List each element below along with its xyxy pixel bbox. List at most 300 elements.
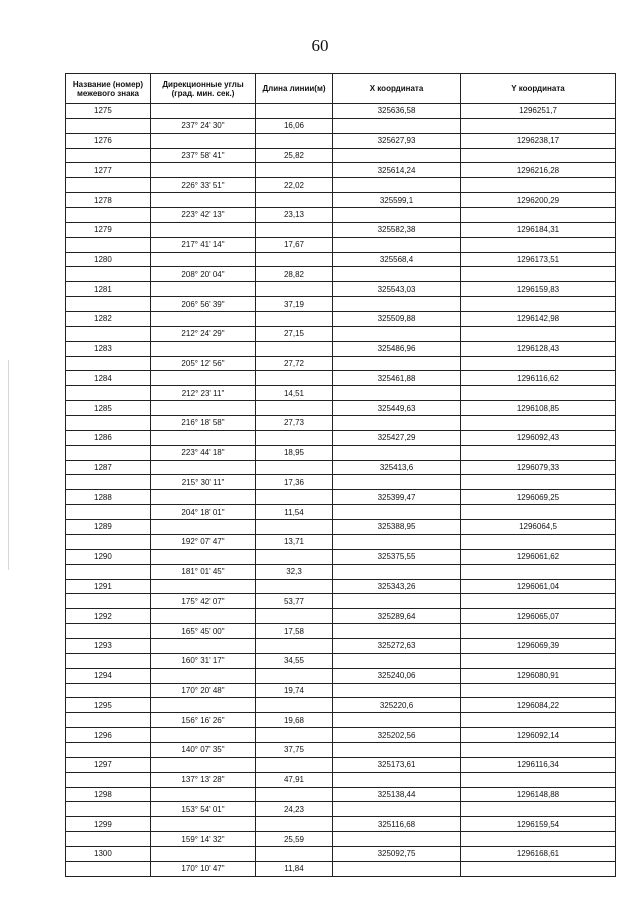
- empty-length-cell: [256, 282, 333, 297]
- direction-angle-cell: 215° 30' 11": [151, 475, 256, 490]
- point-name-cell: 1290: [66, 549, 151, 564]
- empty-x-cell: [333, 237, 461, 252]
- empty-angle-cell: [151, 698, 256, 713]
- direction-angle-cell: 216° 18' 58": [151, 416, 256, 431]
- table-row: [66, 728, 616, 743]
- table-row: [66, 133, 616, 148]
- line-length-cell: 32,3: [256, 564, 333, 579]
- x-coordinate-cell: 325582,38: [333, 222, 461, 237]
- direction-angle-cell: 156° 16' 26": [151, 713, 256, 728]
- empty-x-cell: [333, 356, 461, 371]
- empty-y-cell: [461, 208, 616, 223]
- line-length-cell: 27,72: [256, 356, 333, 371]
- point-name-cell: 1282: [66, 312, 151, 327]
- direction-angle-cell: 208° 20' 04": [151, 267, 256, 282]
- x-coordinate-cell: 325092,75: [333, 846, 461, 861]
- table-row: [66, 579, 616, 594]
- empty-angle-cell: [151, 104, 256, 119]
- direction-angle-cell: 237° 58' 41": [151, 148, 256, 163]
- empty-length-cell: [256, 668, 333, 683]
- x-coordinate-cell: 325202,56: [333, 728, 461, 743]
- table-row: [66, 222, 616, 237]
- table-row: [66, 490, 616, 505]
- line-length-cell: 27,73: [256, 416, 333, 431]
- empty-x-cell: [333, 802, 461, 817]
- line-length-cell: 22,02: [256, 178, 333, 193]
- line-length-cell: 19,74: [256, 683, 333, 698]
- table-row: [66, 193, 616, 208]
- point-name-cell: 1295: [66, 698, 151, 713]
- table-row: [66, 430, 616, 445]
- empty-length-cell: [256, 341, 333, 356]
- x-coordinate-cell: 325486,96: [333, 341, 461, 356]
- empty-angle-cell: [151, 371, 256, 386]
- empty-length-cell: [256, 520, 333, 535]
- empty-y-cell: [461, 148, 616, 163]
- empty-length-cell: [256, 549, 333, 564]
- table-row: [66, 371, 616, 386]
- empty-angle-cell: [151, 282, 256, 297]
- empty-name-cell: [66, 356, 151, 371]
- point-name-cell: 1288: [66, 490, 151, 505]
- empty-x-cell: [333, 208, 461, 223]
- empty-angle-cell: [151, 312, 256, 327]
- table-row: [66, 861, 616, 876]
- empty-y-cell: [461, 237, 616, 252]
- empty-name-cell: [66, 475, 151, 490]
- direction-angle-cell: 159° 14' 32": [151, 832, 256, 847]
- empty-x-cell: [333, 772, 461, 787]
- table-row: [66, 802, 616, 817]
- table-row: [66, 624, 616, 639]
- table-row: [66, 698, 616, 713]
- line-length-cell: 11,54: [256, 505, 333, 520]
- empty-length-cell: [256, 252, 333, 267]
- empty-length-cell: [256, 371, 333, 386]
- empty-angle-cell: [151, 728, 256, 743]
- table-row: [66, 757, 616, 772]
- point-name-cell: 1276: [66, 133, 151, 148]
- table-row: [66, 326, 616, 341]
- empty-name-cell: [66, 832, 151, 847]
- line-length-cell: 25,82: [256, 148, 333, 163]
- direction-angle-cell: 223° 44' 18": [151, 445, 256, 460]
- point-name-cell: 1298: [66, 787, 151, 802]
- line-length-cell: 37,19: [256, 297, 333, 312]
- table-header-row: [66, 74, 616, 104]
- table-row: [66, 401, 616, 416]
- empty-x-cell: [333, 653, 461, 668]
- table-row: [66, 208, 616, 223]
- empty-y-cell: [461, 624, 616, 639]
- line-length-cell: 19,68: [256, 713, 333, 728]
- direction-angle-cell: 153° 54' 01": [151, 802, 256, 817]
- header-length: Длина линии(м): [256, 74, 333, 104]
- empty-y-cell: [461, 267, 616, 282]
- table-row: [66, 297, 616, 312]
- empty-length-cell: [256, 460, 333, 475]
- table-row: [66, 416, 616, 431]
- empty-length-cell: [256, 222, 333, 237]
- x-coordinate-cell: 325449,63: [333, 401, 461, 416]
- empty-name-cell: [66, 742, 151, 757]
- empty-angle-cell: [151, 490, 256, 505]
- y-coordinate-cell: 1296216,28: [461, 163, 616, 178]
- empty-name-cell: [66, 148, 151, 163]
- empty-length-cell: [256, 104, 333, 119]
- line-length-cell: 37,75: [256, 742, 333, 757]
- empty-name-cell: [66, 267, 151, 282]
- point-name-cell: 1297: [66, 757, 151, 772]
- direction-angle-cell: 205° 12' 56": [151, 356, 256, 371]
- empty-y-cell: [461, 683, 616, 698]
- empty-x-cell: [333, 386, 461, 401]
- header-name: Название (номер) межевого знака: [66, 74, 151, 104]
- table-row: [66, 832, 616, 847]
- line-length-cell: 16,06: [256, 118, 333, 133]
- empty-name-cell: [66, 683, 151, 698]
- table-body: [66, 104, 616, 877]
- empty-x-cell: [333, 713, 461, 728]
- table-row: [66, 609, 616, 624]
- empty-name-cell: [66, 386, 151, 401]
- direction-angle-cell: 226° 33' 51": [151, 178, 256, 193]
- empty-x-cell: [333, 683, 461, 698]
- y-coordinate-cell: 1296061,04: [461, 579, 616, 594]
- line-length-cell: 24,23: [256, 802, 333, 817]
- x-coordinate-cell: 325240,06: [333, 668, 461, 683]
- x-coordinate-cell: 325173,61: [333, 757, 461, 772]
- empty-x-cell: [333, 178, 461, 193]
- empty-y-cell: [461, 297, 616, 312]
- line-length-cell: 17,67: [256, 237, 333, 252]
- empty-name-cell: [66, 594, 151, 609]
- point-name-cell: 1300: [66, 846, 151, 861]
- empty-name-cell: [66, 772, 151, 787]
- empty-x-cell: [333, 475, 461, 490]
- y-coordinate-cell: 1296159,54: [461, 817, 616, 832]
- empty-name-cell: [66, 208, 151, 223]
- direction-angle-cell: 212° 24' 29": [151, 326, 256, 341]
- direction-angle-cell: 217° 41' 14": [151, 237, 256, 252]
- empty-name-cell: [66, 802, 151, 817]
- empty-length-cell: [256, 698, 333, 713]
- x-coordinate-cell: 325599,1: [333, 193, 461, 208]
- point-name-cell: 1296: [66, 728, 151, 743]
- x-coordinate-cell: 325343,26: [333, 579, 461, 594]
- y-coordinate-cell: 1296084,22: [461, 698, 616, 713]
- empty-y-cell: [461, 326, 616, 341]
- empty-name-cell: [66, 861, 151, 876]
- x-coordinate-cell: 325388,95: [333, 520, 461, 535]
- point-name-cell: 1293: [66, 638, 151, 653]
- table-row: [66, 772, 616, 787]
- empty-length-cell: [256, 757, 333, 772]
- table-row: [66, 178, 616, 193]
- line-length-cell: 27,15: [256, 326, 333, 341]
- point-name-cell: 1283: [66, 341, 151, 356]
- y-coordinate-cell: 1296148,88: [461, 787, 616, 802]
- direction-angle-cell: 181° 01' 45": [151, 564, 256, 579]
- empty-name-cell: [66, 445, 151, 460]
- empty-name-cell: [66, 505, 151, 520]
- empty-angle-cell: [151, 579, 256, 594]
- table-row: [66, 282, 616, 297]
- point-name-cell: 1294: [66, 668, 151, 683]
- direction-angle-cell: 175° 42' 07": [151, 594, 256, 609]
- direction-angle-cell: 170° 20' 48": [151, 683, 256, 698]
- empty-y-cell: [461, 118, 616, 133]
- empty-x-cell: [333, 267, 461, 282]
- x-coordinate-cell: 325461,88: [333, 371, 461, 386]
- empty-y-cell: [461, 742, 616, 757]
- direction-angle-cell: 237° 24' 30": [151, 118, 256, 133]
- empty-x-cell: [333, 594, 461, 609]
- empty-y-cell: [461, 594, 616, 609]
- table-row: [66, 638, 616, 653]
- table-row: [66, 668, 616, 683]
- table-row: [66, 148, 616, 163]
- x-coordinate-cell: 325413,6: [333, 460, 461, 475]
- line-length-cell: 25,59: [256, 832, 333, 847]
- empty-name-cell: [66, 237, 151, 252]
- empty-y-cell: [461, 713, 616, 728]
- empty-y-cell: [461, 653, 616, 668]
- table-row: [66, 549, 616, 564]
- empty-angle-cell: [151, 817, 256, 832]
- empty-length-cell: [256, 490, 333, 505]
- table-row: [66, 267, 616, 282]
- line-length-cell: 17,58: [256, 624, 333, 639]
- direction-angle-cell: 204° 18' 01": [151, 505, 256, 520]
- y-coordinate-cell: 1296116,62: [461, 371, 616, 386]
- empty-angle-cell: [151, 638, 256, 653]
- empty-length-cell: [256, 728, 333, 743]
- table-row: [66, 104, 616, 119]
- y-coordinate-cell: 1296116,34: [461, 757, 616, 772]
- direction-angle-cell: 137° 13' 28": [151, 772, 256, 787]
- x-coordinate-cell: 325568,4: [333, 252, 461, 267]
- y-coordinate-cell: 1296092,43: [461, 430, 616, 445]
- line-length-cell: 28,82: [256, 267, 333, 282]
- y-coordinate-cell: 1296079,33: [461, 460, 616, 475]
- point-name-cell: 1292: [66, 609, 151, 624]
- empty-length-cell: [256, 430, 333, 445]
- y-coordinate-cell: 1296061,62: [461, 549, 616, 564]
- table-row: [66, 787, 616, 802]
- y-coordinate-cell: 1296184,31: [461, 222, 616, 237]
- y-coordinate-cell: 1296092,14: [461, 728, 616, 743]
- x-coordinate-cell: 325220,6: [333, 698, 461, 713]
- direction-angle-cell: 206° 56' 39": [151, 297, 256, 312]
- direction-angle-cell: 223° 42' 13": [151, 208, 256, 223]
- empty-y-cell: [461, 832, 616, 847]
- header-angle: Дирекционные углы (град. мин. сек.): [151, 74, 256, 104]
- point-name-cell: 1281: [66, 282, 151, 297]
- point-name-cell: 1277: [66, 163, 151, 178]
- y-coordinate-cell: 1296142,98: [461, 312, 616, 327]
- table-row: [66, 564, 616, 579]
- point-name-cell: 1279: [66, 222, 151, 237]
- x-coordinate-cell: 325116,68: [333, 817, 461, 832]
- x-coordinate-cell: 325427,29: [333, 430, 461, 445]
- empty-angle-cell: [151, 193, 256, 208]
- empty-x-cell: [333, 445, 461, 460]
- table-row: [66, 460, 616, 475]
- empty-y-cell: [461, 356, 616, 371]
- page-number: 60: [311, 36, 329, 55]
- empty-y-cell: [461, 505, 616, 520]
- point-name-cell: 1284: [66, 371, 151, 386]
- empty-length-cell: [256, 817, 333, 832]
- x-coordinate-cell: 325138,44: [333, 787, 461, 802]
- line-length-cell: 53,77: [256, 594, 333, 609]
- point-name-cell: 1299: [66, 817, 151, 832]
- empty-y-cell: [461, 802, 616, 817]
- scan-margin-line: [8, 360, 9, 570]
- point-name-cell: 1286: [66, 430, 151, 445]
- line-length-cell: 13,71: [256, 534, 333, 549]
- empty-y-cell: [461, 772, 616, 787]
- x-coordinate-cell: 325614,24: [333, 163, 461, 178]
- empty-angle-cell: [151, 757, 256, 772]
- boundary-points-table: [65, 73, 616, 877]
- empty-x-cell: [333, 564, 461, 579]
- empty-angle-cell: [151, 341, 256, 356]
- empty-length-cell: [256, 609, 333, 624]
- empty-angle-cell: [151, 430, 256, 445]
- line-length-cell: 34,55: [256, 653, 333, 668]
- empty-name-cell: [66, 653, 151, 668]
- line-length-cell: 11,84: [256, 861, 333, 876]
- point-name-cell: 1275: [66, 104, 151, 119]
- table-row: [66, 742, 616, 757]
- table-row: [66, 252, 616, 267]
- empty-angle-cell: [151, 668, 256, 683]
- empty-y-cell: [461, 564, 616, 579]
- line-length-cell: 17,36: [256, 475, 333, 490]
- point-name-cell: 1287: [66, 460, 151, 475]
- y-coordinate-cell: 1296159,83: [461, 282, 616, 297]
- table-row: [66, 520, 616, 535]
- empty-x-cell: [333, 416, 461, 431]
- table-row: [66, 163, 616, 178]
- empty-length-cell: [256, 193, 333, 208]
- table-row: [66, 505, 616, 520]
- empty-y-cell: [461, 445, 616, 460]
- empty-x-cell: [333, 505, 461, 520]
- empty-x-cell: [333, 832, 461, 847]
- empty-angle-cell: [151, 222, 256, 237]
- table-row: [66, 312, 616, 327]
- empty-angle-cell: [151, 520, 256, 535]
- table-row: [66, 594, 616, 609]
- table-row: [66, 386, 616, 401]
- empty-y-cell: [461, 386, 616, 401]
- table-row: [66, 237, 616, 252]
- empty-angle-cell: [151, 460, 256, 475]
- y-coordinate-cell: 1296200,29: [461, 193, 616, 208]
- direction-angle-cell: 140° 07' 35": [151, 742, 256, 757]
- point-name-cell: 1285: [66, 401, 151, 416]
- empty-name-cell: [66, 416, 151, 431]
- empty-name-cell: [66, 534, 151, 549]
- table-row: [66, 356, 616, 371]
- direction-angle-cell: 165° 45' 00": [151, 624, 256, 639]
- direction-angle-cell: 170° 10' 47": [151, 861, 256, 876]
- table-row: [66, 475, 616, 490]
- table-row: [66, 817, 616, 832]
- point-name-cell: 1291: [66, 579, 151, 594]
- line-length-cell: 23,13: [256, 208, 333, 223]
- empty-name-cell: [66, 178, 151, 193]
- y-coordinate-cell: 1296069,39: [461, 638, 616, 653]
- empty-x-cell: [333, 742, 461, 757]
- y-coordinate-cell: 1296168,61: [461, 846, 616, 861]
- empty-name-cell: [66, 564, 151, 579]
- x-coordinate-cell: 325627,93: [333, 133, 461, 148]
- header-y: Y координата: [461, 74, 616, 104]
- empty-length-cell: [256, 312, 333, 327]
- empty-x-cell: [333, 118, 461, 133]
- y-coordinate-cell: 1296080,91: [461, 668, 616, 683]
- y-coordinate-cell: 1296128,43: [461, 341, 616, 356]
- empty-x-cell: [333, 861, 461, 876]
- direction-angle-cell: 160° 31' 17": [151, 653, 256, 668]
- empty-x-cell: [333, 148, 461, 163]
- empty-length-cell: [256, 787, 333, 802]
- empty-y-cell: [461, 861, 616, 876]
- y-coordinate-cell: 1296251,7: [461, 104, 616, 119]
- x-coordinate-cell: 325509,88: [333, 312, 461, 327]
- empty-angle-cell: [151, 549, 256, 564]
- empty-angle-cell: [151, 401, 256, 416]
- header-x: X координата: [333, 74, 461, 104]
- empty-name-cell: [66, 713, 151, 728]
- empty-x-cell: [333, 326, 461, 341]
- empty-angle-cell: [151, 163, 256, 178]
- point-name-cell: 1280: [66, 252, 151, 267]
- x-coordinate-cell: 325543,03: [333, 282, 461, 297]
- empty-length-cell: [256, 133, 333, 148]
- empty-x-cell: [333, 534, 461, 549]
- x-coordinate-cell: 325272,63: [333, 638, 461, 653]
- empty-x-cell: [333, 297, 461, 312]
- y-coordinate-cell: 1296065,07: [461, 609, 616, 624]
- empty-y-cell: [461, 475, 616, 490]
- empty-length-cell: [256, 401, 333, 416]
- x-coordinate-cell: 325375,55: [333, 549, 461, 564]
- table-row: [66, 341, 616, 356]
- empty-length-cell: [256, 846, 333, 861]
- table-row: [66, 683, 616, 698]
- point-name-cell: 1289: [66, 520, 151, 535]
- y-coordinate-cell: 1296064,5: [461, 520, 616, 535]
- table-row: [66, 445, 616, 460]
- table-row: [66, 846, 616, 861]
- direction-angle-cell: 212° 23' 11": [151, 386, 256, 401]
- empty-length-cell: [256, 163, 333, 178]
- table-row: [66, 534, 616, 549]
- direction-angle-cell: 192° 07' 47": [151, 534, 256, 549]
- x-coordinate-cell: 325289,64: [333, 609, 461, 624]
- line-length-cell: 47,91: [256, 772, 333, 787]
- point-name-cell: 1278: [66, 193, 151, 208]
- y-coordinate-cell: 1296173,51: [461, 252, 616, 267]
- empty-length-cell: [256, 638, 333, 653]
- empty-name-cell: [66, 624, 151, 639]
- y-coordinate-cell: 1296069,25: [461, 490, 616, 505]
